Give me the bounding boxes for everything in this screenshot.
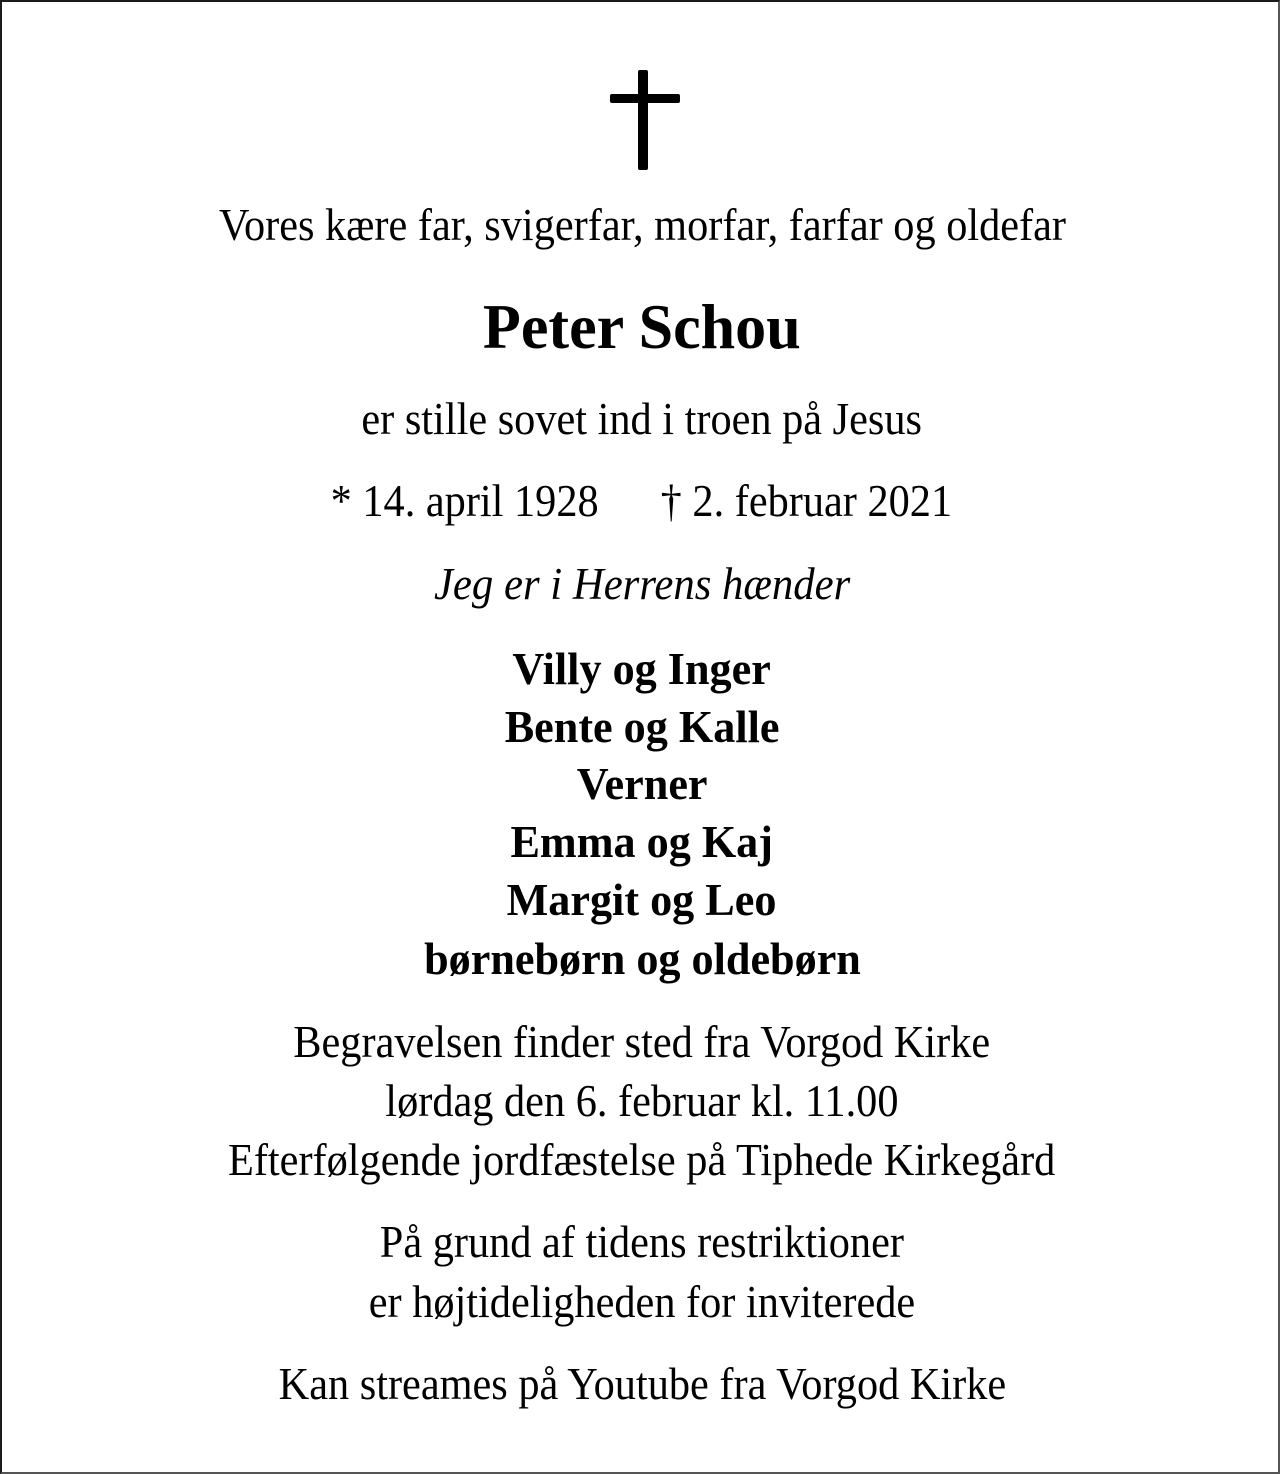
life-dates <box>2 474 1280 527</box>
deceased-name: Peter Schou <box>483 291 801 362</box>
funeral-info: Efterfølgende jordfæstelse på Tiphede Kirkegård <box>228 1134 1056 1185</box>
death-date: † 2. februar 2021 <box>660 475 953 526</box>
stream-info: Kan streames på Youtube fra Vorgod Kirke <box>278 1358 1006 1409</box>
restriction-info: På grund af tidens restriktioner <box>379 1216 905 1267</box>
restriction-info: er højtideligheden for inviterede <box>368 1276 916 1327</box>
intro-text: Vores kære far, svigerfar, morfar, farfar og oldefar <box>218 199 1066 250</box>
birth-date: * 14. april 1928 <box>330 475 599 526</box>
verse-text: Jeg er i Herrens hænder <box>433 559 851 609</box>
family-member: Margit og Leo <box>507 874 777 925</box>
funeral-info: lørdag den 6. februar kl. 11.00 <box>385 1075 899 1126</box>
family-member: Villy og Inger <box>512 643 772 694</box>
family-member: børnebørn og oldebørn <box>423 933 861 984</box>
family-member: Bente og Kalle <box>504 701 780 752</box>
funeral-info: Begravelsen finder sted fra Vorgod Kirke <box>293 1016 991 1067</box>
subtitle-text: er stille sovet ind i troen på Jesus <box>361 393 923 444</box>
cross-icon <box>608 68 682 172</box>
family-member: Verner <box>576 758 708 809</box>
family-member: Emma og Kaj <box>510 816 774 867</box>
